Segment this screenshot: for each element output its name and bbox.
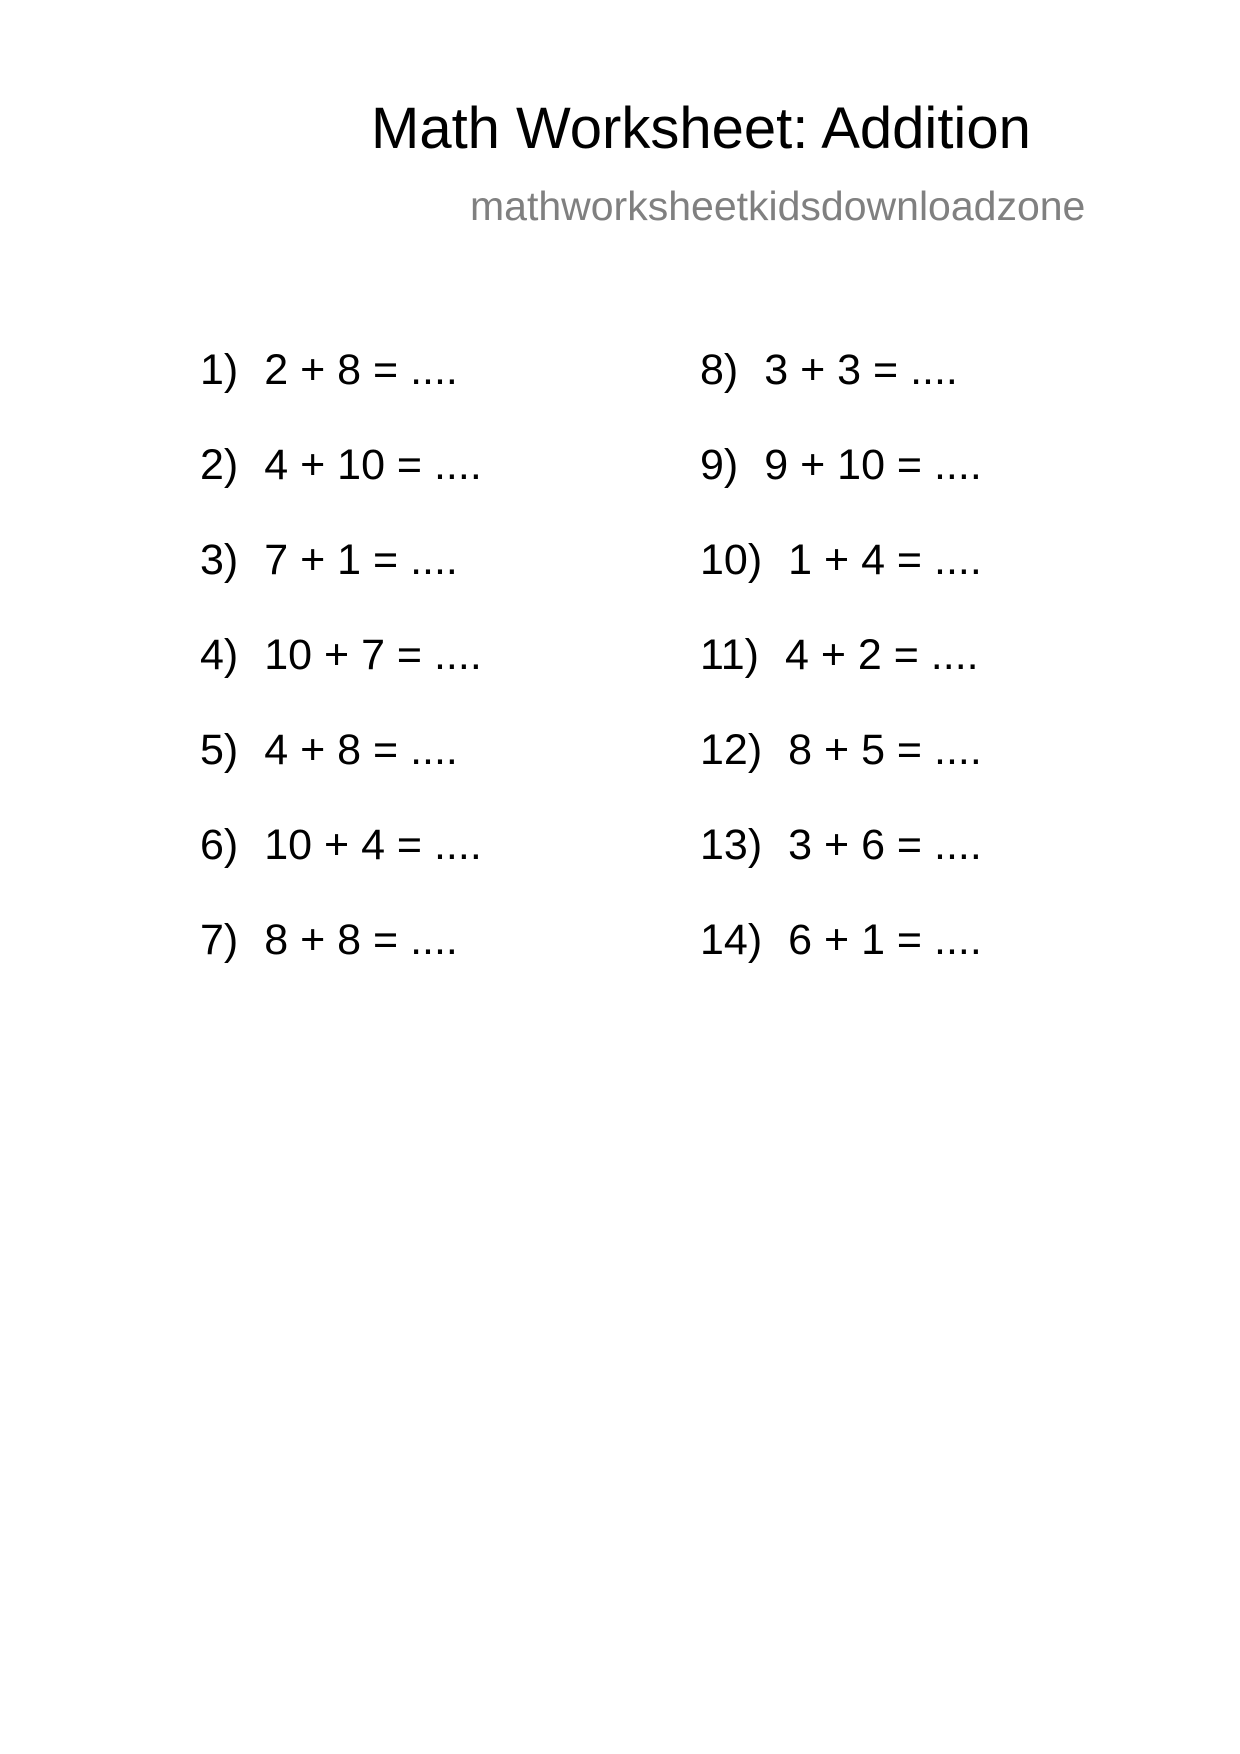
problem-expression: 10 + 4 = .... — [264, 821, 482, 869]
page-subtitle: mathworksheetkidsdownloadzone — [470, 183, 1086, 229]
problem-number: 9) — [700, 441, 739, 489]
problem-item — [200, 345, 660, 440]
problem-number: 10) — [700, 536, 763, 584]
problem-column-left — [200, 345, 660, 1010]
problem-number: 14) — [700, 916, 763, 964]
problem-number: 2) — [200, 441, 239, 489]
problem-item — [700, 440, 1160, 535]
problem-expression: 8 + 5 = .... — [788, 726, 982, 774]
problem-number: 4) — [200, 631, 239, 679]
problem-expression: 9 + 10 = .... — [764, 441, 982, 489]
problem-item — [200, 820, 660, 915]
problem-expression: 3 + 6 = .... — [788, 821, 982, 869]
problem-expression: 3 + 3 = .... — [764, 346, 958, 394]
problem-item — [700, 820, 1160, 915]
problem-number: 6) — [200, 821, 239, 869]
problem-expression: 10 + 7 = .... — [264, 631, 482, 679]
problem-item — [700, 345, 1160, 440]
problem-expression: 4 + 10 = .... — [264, 441, 482, 489]
problem-column-right — [700, 345, 1160, 1010]
problem-item — [200, 440, 660, 535]
problem-item — [200, 915, 660, 1010]
problem-number: 3) — [200, 536, 239, 584]
problem-item — [200, 630, 660, 725]
problem-number: 8) — [700, 346, 739, 394]
problem-number: 5) — [200, 726, 239, 774]
problem-number: 13) — [700, 821, 763, 869]
problem-item — [700, 915, 1160, 1010]
problem-item — [700, 630, 1160, 725]
problem-expression: 4 + 2 = .... — [784, 631, 979, 679]
problem-expression: 2 + 8 = .... — [264, 346, 458, 394]
problem-expression: 7 + 1 = .... — [264, 536, 458, 584]
problem-number: 7) — [200, 916, 239, 964]
problem-expression: 1 + 4 = .... — [788, 536, 982, 584]
problem-expression: 6 + 1 = .... — [788, 916, 982, 964]
problem-number: 1) — [200, 346, 239, 394]
problem-number: 11) — [700, 631, 759, 679]
problem-item — [200, 725, 660, 820]
page-title: Math Worksheet: Addition — [371, 96, 1031, 161]
problem-item — [700, 725, 1160, 820]
problem-item — [700, 535, 1160, 630]
problem-number: 12) — [700, 726, 763, 774]
problem-expression: 4 + 8 = .... — [264, 726, 458, 774]
problem-item — [200, 535, 660, 630]
problem-expression: 8 + 8 = .... — [264, 916, 458, 964]
